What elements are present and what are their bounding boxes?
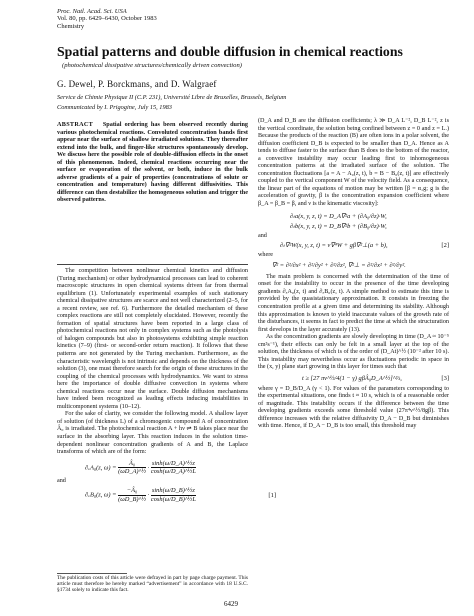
affiliation: Service de Chimie Physique II (C.P. 231), Université Libre de Bruxelles, Brussels, Belgium [57, 94, 287, 101]
and-word: and [57, 477, 66, 484]
abstract-divider [57, 264, 248, 265]
journal-volume: Vol. 80, pp. 6429–6430, October 1983 [57, 15, 157, 23]
abstract-text: Spatial ordering has been observed recently during various photochemical reactions. Convoluted concentration bands first appear near the surface of shallow irradiated solutions. They thereafter extend into the bulk, and finger-like structures spontaneously develop. We discuss here the possible role of double-diffusion effects in the onset of this phenomenon. Indeed, chemical reactions occurring near the surface or evaporation of the solvent, or both, induce in the bulk adverse gradients of a pair of properties (concentrations of solute or concentration and temperature) having different diffusivities. This difference can then destabilize the homogeneous solution and trigger the observed patterns. [57, 121, 249, 203]
equation-w: ∂ₜ∇²W(x, y, z, t) = ν∇⁴W + gβ∇²⊥(a + b), [2] [280, 242, 449, 250]
equation-number-3: [3] [441, 374, 449, 382]
equation-1b: ∂ₓB₀(z, ω) = $\frac{\text{−Â₀}}{\text{(ωD\_B)\textasciicircum{}½}}$ · $\frac{\text{sinh(ω/D\_B)\textasciicircum{}½z}}{\text{cosh(ω/D\_B)\textasciicircum{}½L}}$ [1] [85, 487, 276, 503]
diffusion-paragraph: (D_A and D_B are the diffusion coefficients; λ ≫ D_A L⁻², D_B L⁻², z is the vertical coordinate, the solution being confined between z = 0 and z = L.) Because the products of the reaction (B) are often ions in a polar solvent, the diffusion coefficient D_B is expected to be smaller than D_A. Hence as A tends to diffuse faster to the surface than B does to the bottom of the reactor, a convective instability may occur leading first to inhomogeneous concentration patterns at the irradiated surface of the solution. The concentration fluctuations [a = A − A₀(z, t), b = B − B₀(z, t)] are effectively coupled to the vertical component W of the velocity field. As a consequence, the linear part of the equations of motion may be written [β = α₁g; g is the acceleration of gravity, β is the concentration expansion coefficient where β_A = β_B = β, and ν is the kinematic viscosity]: [258, 118, 449, 208]
communicated-by: Communicated by I. Prigogine, July 15, 1983 [57, 104, 172, 111]
where-word: where [258, 251, 274, 258]
onset-paragraph: The main problem is concerned with the determination of the time of onset for the instability to occur in the presence of the time developing gradients ∂ₓA₀(z, t) and ∂ₓB₀(z, t). A simple method to estimate this time is provided by the quasistationary approximation. It consists in freezing the concentration profile at a given time and determining its stability. Although this approximation is known to yield inaccurate values of the growth rate of the disturbances, it seems in fact to predict the time at which the structuration first develops in the layer accurately (13). [258, 273, 449, 333]
footnote: The publication costs of this article were defrayed in part by page charge payment. This article must therefore be hereby marked “advertisement” in accordance with 18 U.S.C. §1734 solely to indicate this fact. [57, 575, 248, 594]
journal-header [57, 8, 157, 30]
article-subtitle: (photochemical dissipative structures/chemically driven convection) [62, 62, 242, 69]
abstract [57, 121, 248, 204]
equation-number-1: [1] [268, 492, 276, 500]
equation-3: t ≥ [27 πν^½/4(1 − γ) gβÂ₀D_A^½]^⅔, [3] [302, 374, 449, 382]
equation-laplacian: ∇² = ∂²/∂x² + ∂²/∂y² + ∂²/∂z², ∇²⊥ = ∂²/∂x² + ∂²/∂y². [272, 262, 406, 270]
journal-section: Chemistry [57, 22, 85, 30]
authors: G. Dewel, P. Borckmans, and D. Walgraef [57, 79, 217, 89]
article-title: Spatial patterns and double diffusion in chemical reactions [57, 44, 403, 59]
abstract-label: ABSTRACT [57, 121, 94, 128]
intro-paragraph: The competition between nonlinear chemical kinetics and diffusion (Turing mechanism) or other hydrodynamical processes can lead to coherent macroscopic structures in open chemical systems driven far from thermal equilibrium (1). Unfortunately experimental examples of such stationary chemical dissipative structures are scarce and not well characterized (2–5, for a recent review, see ref. 6). Furthermore the detailed mechanism of these complex reactions are still not completely elucidated. However, recently the formation of spatial structures have been reported in a large class of photochemical reactions not only in complex systems such as the photolysis of halogen compounds but also in photosystems exhibiting simple reaction kinetics (7–9) (first- or second-order return reaction). It follows that these patterns are not generated by the Turing mechanism. Furthermore, as the characteristic wavelength is not intrinsic and depends on the thickness of the solution (3), one must therefore search for the origin of these structures in the coupling of the chemical processes with hydrodynamics. We want to stress here the importance of double diffusive convection in systems where chemical reactions occur near the surface. Double diffusion mechanisms have indeed been recognized as leading effects inducing instabilities in multicomponent systems (10–12). [57, 268, 248, 410]
left-column [57, 268, 276, 503]
journal-name: Proc. Natl. Acad. Sci. USA [57, 8, 127, 15]
equation-a: ∂ₜa(x, y, z, t) = D_A∇²a + (∂A₀/∂z)·W, [290, 212, 387, 220]
footnote-divider [57, 573, 127, 574]
equation-1a: ∂ₓA₀(z, ω) = $\frac{\text{Â₀}}{\text{(ωD\_A)\textasciicircum{}½}}$ · $\frac{\text{sinh(ω/D\_A)\textasciicircum{}½z}}{\text{cosh(ω/D\_A)\textasciicircum{}½L}}$ [85, 459, 196, 476]
page-number: 6429 [224, 600, 238, 608]
threshold-paragraph: where γ = D_B/D_A (γ < 1). For values of the parameters corresponding to the experimental situations, one finds t ≈ 10 s, which is of a reasonable order of magnitude. This instability occurs if the difference between the time developing gradients exceeds some threshold value (27π⁴ν^½/8gβ). This difference increases with the relative diffusivity D_A − D_B but diminishes with time. Hence, if D_A − D_B is too small, this threshold may [258, 385, 449, 430]
model-paragraph: For the sake of clarity, we consider the following model. A shallow layer of solution (of thickness L) of a chromogenic compound A of concentration Â₀ is irradiated. The photochemical reaction A + hν ⇌ B takes place near the surface in the absorbing layer. This reaction induces in the solution time-dependent nonlinear concentration gradients of A and B, the Laplace transforms of which are of the form: [57, 411, 248, 456]
right-column [258, 118, 449, 431]
and-word: and [258, 232, 267, 239]
gradient-paragraph: As the concentration gradients are slowly developing in time (D_A ≈ 10⁻⁵ cm²s⁻¹), their effects can only be felt in a small layer at the top of the solution, the thickness of which is of the order of (D_At)^½ (10⁻² after 10 s). This instability may nevertheless occur as fluctuations periodic in space in the (x, y) plane start growing in this layer for times such that [258, 334, 449, 371]
equation-number-2: [2] [441, 242, 449, 250]
equation-b: ∂ₜb(x, y, z, t) = D_B∇²b + (∂B₀/∂z)·W, [290, 223, 387, 231]
